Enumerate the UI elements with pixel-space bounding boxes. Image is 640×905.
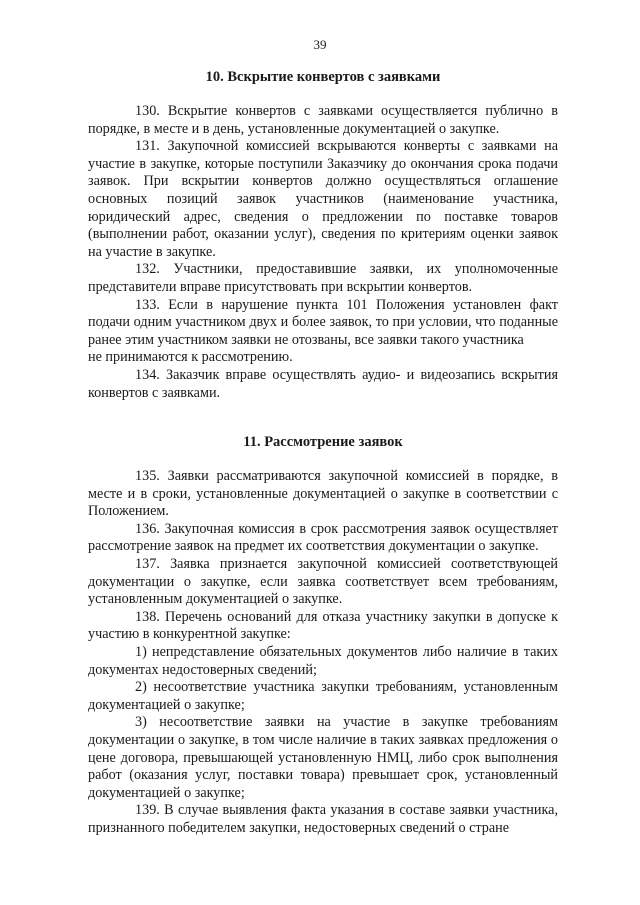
paragraph-130: 130. Вскрытие конвертов с заявками осуществляется публично в порядке, в месте и в день, установленные документацией о закупке. — [88, 103, 558, 137]
paragraph-131: 131. Закупочной комиссией вскрываются конверты с заявками на участие в закупке, которые поступили Заказчику до окончания срока подачи заявок. При вскрытии конвертов должно осуществляться оглашение основных позиций заявок участников (наименование участника, юридический адрес, сведения о предложении по поставке товаров (выполнении работ, оказании услуг), сведения по критериям оценки заявок на участие в закупке. — [88, 138, 558, 260]
page-number: 39 — [313, 37, 327, 52]
list-item-1: 1) непредставление обязательных документов либо наличие в таких документах недостоверных сведений; — [88, 643, 558, 678]
list-item-2: 2) несоответствие участника закупки требованиям, установленным документацией о закупке; — [88, 679, 558, 713]
section-heading-10: 10. Вскрытие конвертов с заявками — [205, 69, 441, 85]
paragraph-137: 137. Заявка признается закупочной комиссией соответствующей документации о закупке, если заявка соответствует всем требованиям, установленным документацией о закупке. — [88, 555, 558, 608]
paragraph-132: 132. Участники, предоставившие заявки, их уполномоченные представители вправе присутствовать при вскрытии конвертов. — [88, 261, 558, 295]
paragraph-139: 139. В случае выявления факта указания в составе заявки участника, признанного победителем закупки, недостоверных сведений о стране — [88, 802, 558, 836]
paragraph-133: 133. Если в нарушение пункта 101 Положения установлен факт подачи одним участником двух и более заявок, то при условии, что поданные ранее этим участником заявки не отозваны, все заявки такого участника — [88, 296, 558, 348]
paragraph-133-continuation: не принимаются к рассмотрению. — [88, 349, 293, 366]
section-11-body — [88, 468, 558, 837]
paragraph-134: 134. Заказчик вправе осуществлять аудио- и видеозапись вскрытия конвертов с заявками. — [88, 366, 558, 401]
paragraph-138: 138. Перечень оснований для отказа участнику закупки в допуске к участию в конкурентной закупке: — [88, 608, 558, 643]
section-heading-11: 11. Рассмотрение заявок — [243, 434, 403, 450]
paragraph-136: 136. Закупочная комиссия в срок рассмотрения заявок осуществляет рассмотрение заявок на предмет их соответствия документации о закупке. — [88, 520, 558, 555]
paragraph-135: 135. Заявки рассматриваются закупочной комиссией в порядке, в месте и в сроки, установленные документацией о закупке в соответствии с Положением. — [88, 468, 558, 520]
list-item-3: 3) несоответствие заявки на участие в закупке требованиям документации о закупке, в том числе наличие в таких заявках предложения о цене договора, превышающей установленную НМЦ, либо срок выполнения работ (оказания услуг, поставки товара) превышает срок, установленный документацией о закупке; — [88, 714, 558, 801]
section-10-body — [88, 103, 558, 402]
